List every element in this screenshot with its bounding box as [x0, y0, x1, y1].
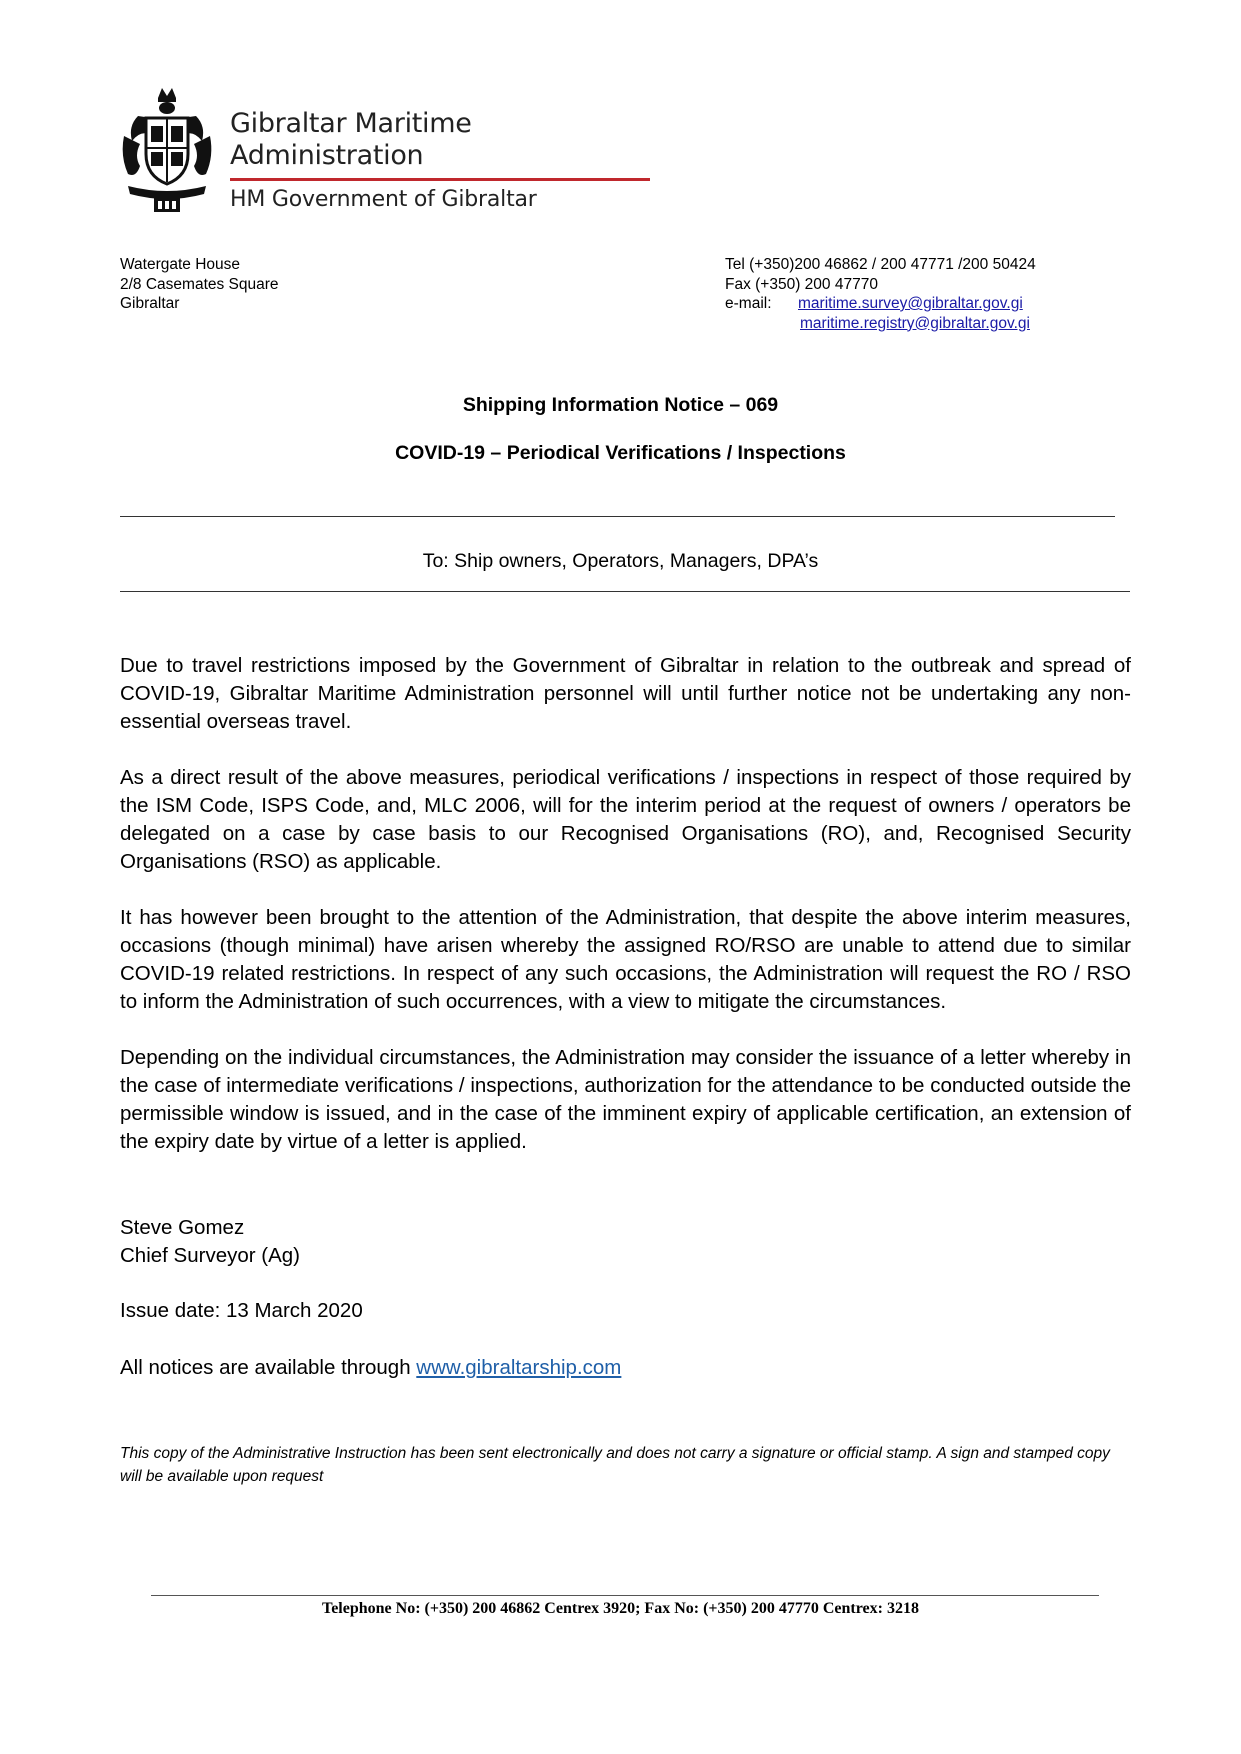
postal-address	[120, 255, 279, 314]
gibraltar-crest-icon	[118, 86, 216, 216]
fax-line: Fax (+350) 200 47770	[725, 275, 878, 293]
letterhead-logo	[118, 86, 538, 221]
footer-divider	[151, 1595, 1099, 1596]
body-paragraph: As a direct result of the above measures, periodical verifications / inspections in respect of those required by the ISM Code, ISPS Code, and, MLC 2006, will for the interim period at the request of owners / operators be delegated on a case by case basis to our Recognised Organisations (RO), and, Recognised Security Organisations (RSO) as applicable.	[120, 766, 1131, 873]
email-line	[725, 314, 1036, 334]
organization-name-line2: Administration	[230, 140, 424, 171]
address-line: Gibraltar	[120, 295, 180, 312]
issue-date: Issue date: 13 March 2020	[120, 1299, 363, 1322]
signatory-role: Chief Surveyor (Ag)	[120, 1244, 301, 1267]
organization-name-line1: Gibraltar Maritime	[230, 108, 472, 139]
address-line: 2/8 Casemates Square	[120, 275, 279, 293]
organization-name	[230, 108, 472, 172]
notice-title: Shipping Information Notice – 069	[462, 394, 779, 416]
email-line	[725, 294, 1036, 314]
email-label: e-mail:	[725, 295, 772, 312]
signatory-name: Steve Gomez	[120, 1216, 245, 1239]
email-link-registry[interactable]: maritime.registry@gibraltar.gov.gi	[800, 314, 1030, 332]
body-paragraph: Due to travel restrictions imposed by the Government of Gibraltar in relation to the outbreak and spread of COVID-19, Gibraltar Maritime Administration personnel will until further notice not be undertaking any non-essential overseas travel.	[120, 654, 1131, 733]
logo-divider	[230, 178, 650, 181]
address-line: Watergate House	[120, 256, 241, 273]
body-paragraph: Depending on the individual circumstances, the Administration may consider the issuance of a letter whereby in the case of intermediate verifications / inspections, authorization for the attendance to be conducted outside the permissible window is issued, and in the case of the imminent expiry of applicable certification, an extension of the expiry date by virtue of a letter is applied.	[120, 1046, 1131, 1153]
website-link[interactable]: www.gibraltarship.com	[416, 1356, 622, 1379]
footer-contact: Telephone No: (+350) 200 46862 Centrex 3920; Fax No: (+350) 200 47770 Centrex: 3218	[322, 1600, 919, 1617]
contact-details	[725, 255, 1036, 333]
recipients-line: To: Ship owners, Operators, Managers, DPA’s	[422, 550, 819, 572]
divider	[120, 516, 1115, 517]
telephone-line: Tel (+350)200 46862 / 200 47771 /200 50424	[725, 256, 1036, 273]
notice-subtitle: COVID-19 – Periodical Verifications / Inspections	[395, 442, 846, 464]
notice-body	[120, 652, 1131, 1184]
signature-block	[120, 1214, 300, 1270]
body-paragraph: It has however been brought to the attention of the Administration, that despite the above interim measures, occasions (though minimal) have arisen whereby the assigned RO/RSO are unable to attend due to similar COVID-19 related restrictions. In respect of any such occasions, the Administration will request the RO / RSO to inform the Administration of such occurrences, with a view to mitigate the circumstances.	[120, 906, 1131, 1013]
government-name: HM Government of Gibraltar	[230, 187, 537, 212]
divider	[120, 591, 1130, 592]
notices-availability	[120, 1356, 621, 1380]
notices-prefix: All notices are available through	[120, 1356, 417, 1379]
email-link-survey[interactable]: maritime.survey@gibraltar.gov.gi	[798, 295, 1023, 312]
disclaimer: This copy of the Administrative Instruction has been sent electronically and does not carry a signature or official stamp. A sign and stamped copy will be available upon request	[120, 1445, 1110, 1485]
